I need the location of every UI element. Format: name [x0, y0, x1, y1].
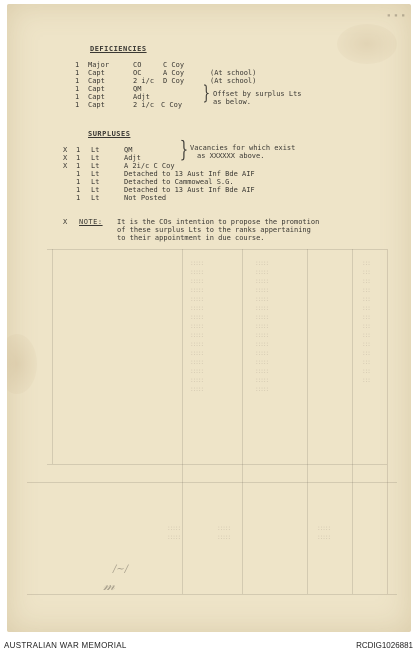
note-line: of these surplus Lts to the ranks appertaining [117, 226, 311, 234]
def-appt: 2 i/c [133, 101, 155, 109]
def-rank: Capt [88, 85, 105, 93]
def-qty: 1 [75, 101, 80, 109]
sur-mark: X [63, 154, 68, 162]
offset-note-line: Offset by surplus Lts [213, 90, 302, 98]
def-rank: Capt [88, 69, 105, 77]
sur-rank: Lt [91, 170, 100, 178]
def-appt: QM [133, 85, 142, 93]
vacancy-note-line: as XXXXXX above. [197, 152, 265, 160]
def-rank: Capt [88, 101, 105, 109]
def-qty: 1 [75, 85, 80, 93]
ghost-dots: ::: ::: ::: ::: ::: ::: ::: ::: ::: ::: ::: ::: ::: ::: [362, 260, 370, 384]
archive-name: AUSTRALIAN WAR MEMORIAL [4, 641, 127, 650]
faint-signature: /~/ [113, 564, 129, 575]
ghost-dots: ::::: ::::: [217, 525, 231, 541]
sur-rank: Lt [91, 186, 100, 194]
sur-qty: 1 [76, 162, 81, 170]
sur-detail: Detached to 13 Aust Inf Bde AIF [124, 186, 255, 194]
ghost-rule [27, 594, 397, 595]
sur-rank: Lt [91, 146, 100, 154]
note-mark: X [63, 218, 68, 226]
ghost-rule [307, 249, 308, 594]
def-unit: C Coy [161, 101, 183, 109]
ghost-rule [182, 249, 183, 594]
paper-stain [7, 334, 37, 394]
deficiencies-heading: DEFICIENCIES [90, 45, 147, 53]
sur-detail: A 2i/c C Coy [124, 162, 175, 170]
sur-qty: 1 [76, 170, 81, 178]
ghost-dots: ::::: ::::: ::::: ::::: ::::: ::::: ::::: ::::: ::::: ::::: ::::: ::::: ::::: ::::: ::::: [190, 260, 204, 393]
ghost-dots: ::::: ::::: ::::: ::::: ::::: ::::: ::::: ::::: ::::: ::::: ::::: ::::: ::::: ::::: ::::: [255, 260, 269, 393]
sur-rank: Lt [91, 162, 100, 170]
sur-detail: Not Posted [124, 194, 167, 202]
vacancy-note-line: Vacancies for which exist [190, 144, 296, 152]
def-qty: 1 [75, 61, 80, 69]
def-appt: OC [133, 69, 142, 77]
note-line: to their appointment in due course. [117, 234, 265, 242]
sur-qty: 1 [76, 178, 81, 186]
def-note: (At school) [210, 69, 257, 77]
def-rank: Major [88, 61, 110, 69]
sur-detail: Adjt [124, 154, 141, 162]
ghost-dots: ::::: ::::: [317, 525, 331, 541]
def-rank: Capt [88, 93, 105, 101]
ghost-rule [52, 249, 53, 464]
archive-id: RCDIG1026881 [356, 641, 413, 650]
ghost-dots: ::::: ::::: [167, 525, 181, 541]
sur-mark: X [63, 162, 68, 170]
def-appt: CO [133, 61, 142, 69]
sur-rank: Lt [91, 154, 100, 162]
sur-qty: 1 [76, 154, 81, 162]
vacancy-brace: } [179, 138, 189, 163]
def-qty: 1 [75, 93, 80, 101]
def-appt: Adjt [133, 93, 150, 101]
sur-qty: 1 [76, 186, 81, 194]
note-label: NOTE: [79, 218, 103, 226]
ghost-rule [47, 249, 387, 250]
sur-detail: Detached to 13 Aust Inf Bde AIF [124, 170, 255, 178]
sur-qty: 1 [76, 146, 81, 154]
sur-mark: X [63, 146, 68, 154]
offset-brace: } [202, 80, 211, 104]
document-page [7, 4, 411, 632]
sur-detail: QM [124, 146, 133, 154]
paper-stain [337, 24, 397, 64]
surpluses-heading: SURPLUSES [88, 130, 131, 138]
def-qty: 1 [75, 77, 80, 85]
ghost-rule [27, 482, 397, 483]
sur-qty: 1 [76, 194, 81, 202]
def-appt: 2 i/c [133, 77, 155, 85]
faint-header-mark: ▪ ▪ ▪ [386, 12, 405, 19]
ghost-rule [352, 249, 353, 594]
def-unit: A Coy [163, 69, 185, 77]
faint-signature: 𝓂 [103, 578, 115, 594]
ghost-rule [242, 249, 243, 594]
ghost-rule [387, 249, 388, 594]
sur-detail: Detached to Cammoweal S.G. [124, 178, 234, 186]
archive-footer [0, 636, 419, 654]
def-note: (At school) [210, 77, 257, 85]
ghost-rule [47, 464, 387, 465]
def-unit: D Coy [163, 77, 185, 85]
offset-note-line: as below. [213, 98, 251, 106]
def-qty: 1 [75, 69, 80, 77]
sur-rank: Lt [91, 178, 100, 186]
def-unit: C Coy [163, 61, 185, 69]
def-rank: Capt [88, 77, 105, 85]
sur-rank: Lt [91, 194, 100, 202]
note-line: It is the COs intention to propose the promotion [117, 218, 320, 226]
